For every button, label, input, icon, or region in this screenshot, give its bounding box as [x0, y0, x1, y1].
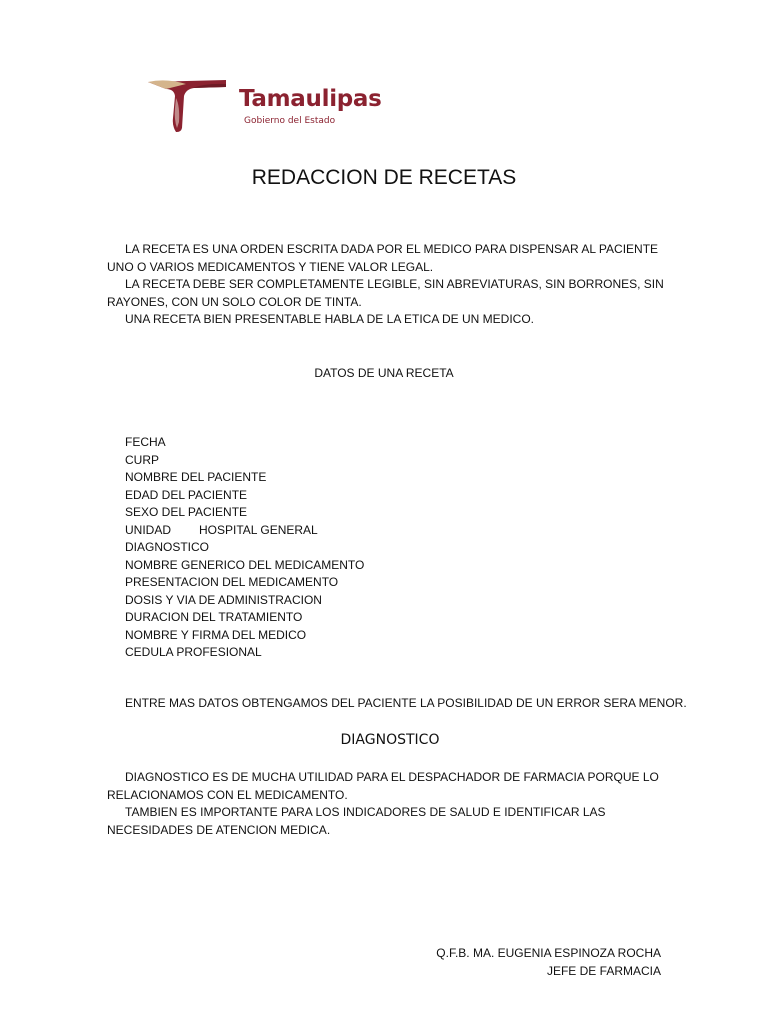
list-item	[125, 452, 364, 470]
signature-name: Q.F.B. MA. EUGENIA ESPINOZA ROCHA	[436, 946, 661, 960]
field-label: UNIDAD	[125, 522, 172, 537]
datos-heading: DATOS DE UNA RECETA	[314, 366, 454, 380]
tamaulipas-emblem-icon	[146, 78, 230, 132]
logo-name: Tamaulipas	[239, 86, 382, 112]
tamaulipas-logo	[146, 78, 406, 134]
datos-list	[125, 434, 364, 662]
diagnostico-heading: DIAGNOSTICO	[340, 732, 440, 748]
list-item	[125, 644, 364, 662]
list-item	[125, 469, 364, 487]
field-label: CEDULA PROFESIONAL	[125, 645, 262, 659]
diagnostico-paragraph: TAMBIEN ES IMPORTANTE PARA LOS INDICADORES DE SALUD E IDENTIFICAR LAS NECESIDADES DE ATENCION MEDICA.	[107, 805, 606, 837]
list-item	[125, 539, 364, 557]
list-item	[125, 627, 364, 645]
intro-section	[107, 241, 667, 329]
intro-paragraph: UNA RECETA BIEN PRESENTABLE HABLA DE LA ETICA DE UN MEDICO.	[125, 312, 535, 326]
field-value: HOSPITAL GENERAL	[199, 522, 318, 537]
field-label: DIAGNOSTICO	[125, 540, 210, 554]
signature-role: JEFE DE FARMACIA	[546, 964, 661, 978]
diagnostico-paragraph: DIAGNOSTICO ES DE MUCHA UTILIDAD PARA EL DESPACHADOR DE FARMACIA PORQUE LO RELACIONAMOS CON EL MEDICAMENTO.	[107, 770, 659, 802]
list-item	[125, 592, 364, 610]
list-item	[125, 557, 364, 575]
logo-subtitle: Gobierno del Estado	[244, 116, 336, 126]
signature-block	[436, 944, 661, 980]
field-label: FECHA	[125, 435, 166, 449]
field-label: EDAD DEL PACIENTE	[125, 487, 248, 502]
field-label: NOMBRE Y FIRMA DEL MEDICO	[125, 627, 307, 642]
diagnostico-section	[107, 769, 667, 839]
field-label: DURACION DEL TRATAMIENTO	[125, 610, 303, 624]
field-label: SEXO DEL PACIENTE	[125, 505, 248, 519]
document-title: REDACCION DE RECETAS	[251, 166, 517, 189]
field-label: PRESENTACION DEL MEDICAMENTO	[125, 575, 339, 589]
field-label: CURP	[125, 452, 160, 467]
field-label: NOMBRE GENERICO DEL MEDICAMENTO	[125, 557, 365, 572]
field-label: DOSIS Y VIA DE ADMINISTRACION	[125, 592, 322, 607]
list-item	[125, 609, 364, 627]
list-item	[125, 504, 364, 522]
list-item	[125, 574, 364, 592]
note-text: ENTRE MAS DATOS OBTENGAMOS DEL PACIENTE LA POSIBILIDAD DE UN ERROR SERA MENOR.	[125, 696, 687, 710]
intro-paragraph: LA RECETA DEBE SER COMPLETAMENTE LEGIBLE, SIN ABREVIATURAS, SIN BORRONES, SIN RAYONES, CON UN SOLO COLOR DE TINTA.	[107, 277, 664, 309]
list-item	[125, 434, 364, 452]
field-label: NOMBRE DEL PACIENTE	[125, 470, 267, 484]
list-item	[125, 487, 364, 505]
list-item	[125, 522, 364, 540]
intro-paragraph: LA RECETA ES UNA ORDEN ESCRITA DADA POR EL MEDICO PARA DISPENSAR AL PACIENTE UNO O VARIOS MEDICAMENTOS Y TIENE VALOR LEGAL.	[107, 242, 659, 274]
